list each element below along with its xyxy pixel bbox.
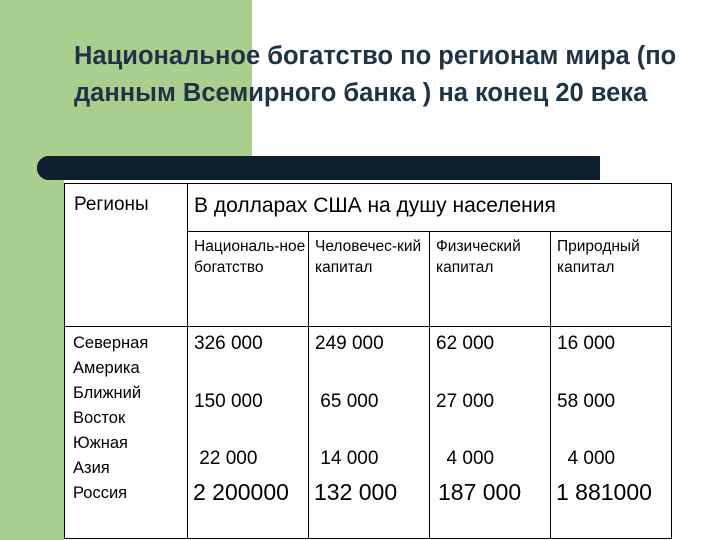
region-line: Америка xyxy=(73,359,140,377)
title-bar-bullet xyxy=(37,156,61,180)
table-body-row xyxy=(65,327,672,539)
subheader-human-capital: Человечес-кий капитал xyxy=(309,232,430,327)
region-line: Северная xyxy=(73,334,149,352)
region-line: Ближний xyxy=(73,384,142,402)
value-cell: 22 000 xyxy=(194,448,258,469)
value-cell: 132 000 xyxy=(314,479,398,505)
subheader-natural-capital: Природный капитал xyxy=(551,232,672,327)
value-cell: 326 000 xyxy=(194,333,263,354)
region-line: Восток xyxy=(73,409,126,427)
region-line: Южная xyxy=(73,434,128,452)
value-cell: 4 000 xyxy=(436,448,495,469)
subheader-physical-capital: Физический капитал xyxy=(430,232,551,327)
value-cell: 1 881000 xyxy=(556,479,652,505)
value-cell: 16 000 xyxy=(557,333,616,354)
value-cell: 249 000 xyxy=(315,333,384,354)
title-underline-bar xyxy=(37,156,600,180)
region-line: Россия xyxy=(73,484,128,502)
wealth-table-container xyxy=(64,183,672,540)
value-cell: 62 000 xyxy=(436,333,495,354)
regions-cell xyxy=(65,327,188,539)
value-cell: 2 200000 xyxy=(193,479,289,505)
value-cell: 150 000 xyxy=(194,391,263,412)
human-capital-column xyxy=(309,327,430,539)
natural-capital-column xyxy=(551,327,672,539)
physical-capital-column xyxy=(430,327,551,539)
header-regions: Регионы xyxy=(65,184,188,327)
value-cell: 4 000 xyxy=(557,448,616,469)
region-line: Азия xyxy=(73,459,110,477)
slide-title: Национальное богатство по регионам мира (по данным Всемирного банка ) на конец 20 века xyxy=(74,42,677,107)
header-usd-per-capita: В долларах США на душу населения xyxy=(188,184,672,232)
wealth-table xyxy=(64,183,672,539)
value-cell: 65 000 xyxy=(315,391,379,412)
value-cell: 187 000 xyxy=(438,479,522,505)
value-cell: 58 000 xyxy=(557,391,616,412)
national-wealth-column xyxy=(188,327,309,539)
subheader-national-wealth: Националь-ное богатство xyxy=(188,232,309,327)
value-cell: 14 000 xyxy=(315,448,379,469)
green-left-strip xyxy=(0,178,64,540)
value-cell: 27 000 xyxy=(436,391,495,412)
table-header-row xyxy=(65,184,672,232)
